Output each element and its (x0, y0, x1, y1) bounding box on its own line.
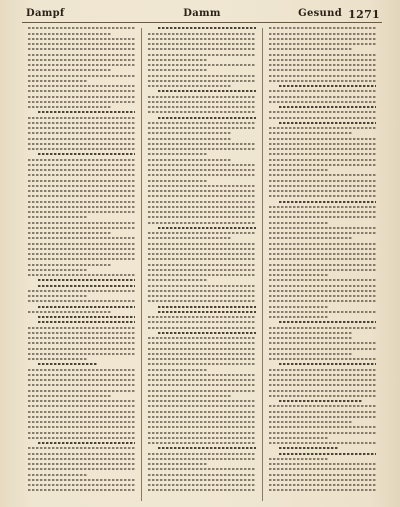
column-divider (262, 28, 263, 501)
column-right-lines (269, 26, 376, 493)
column-left (24, 26, 139, 501)
page-number: 1271 (348, 8, 380, 21)
column-middle-lines (148, 26, 255, 493)
column-right (265, 26, 380, 501)
header-right-word: Gesund (298, 8, 342, 19)
column-divider (141, 28, 142, 501)
column-left-lines (28, 26, 135, 493)
text-line (269, 488, 376, 493)
text-line (28, 488, 135, 493)
header-rule (22, 22, 382, 23)
text-line (148, 488, 255, 493)
text-columns (24, 26, 380, 501)
header-center-word: Damm (183, 8, 221, 19)
column-middle (144, 26, 259, 501)
header-left-word: Dampf (26, 8, 65, 19)
